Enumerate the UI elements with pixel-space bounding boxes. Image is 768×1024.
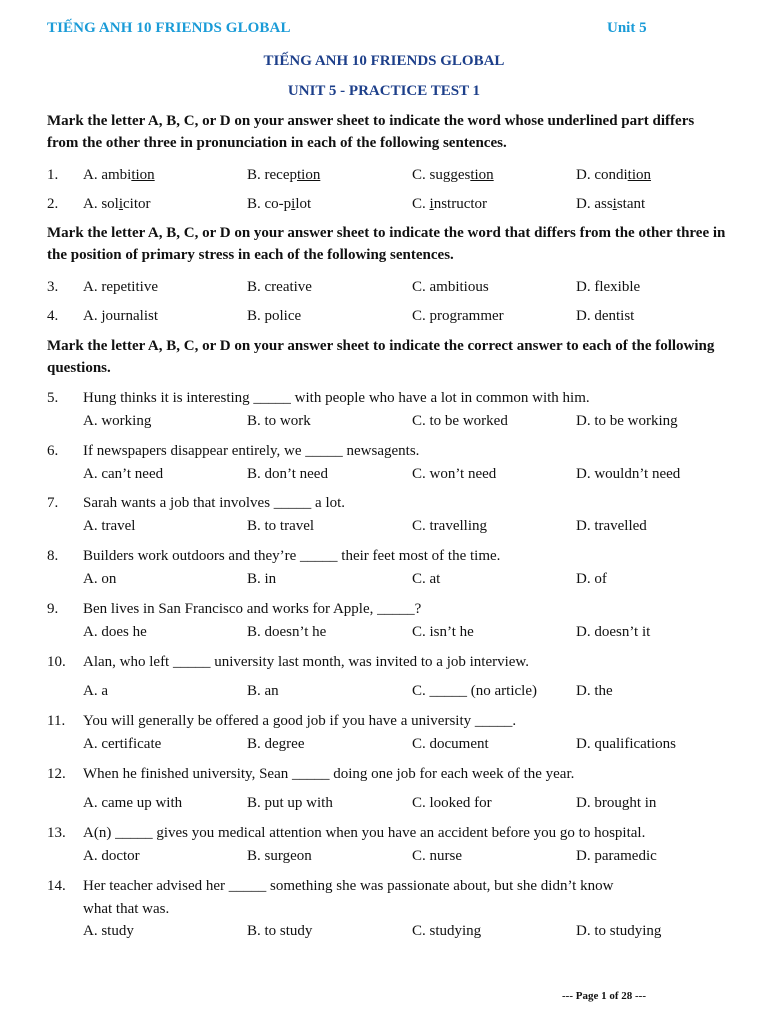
option-c: C. travelling bbox=[412, 518, 487, 534]
options-row bbox=[47, 164, 737, 186]
option-b: B. don’t need bbox=[247, 466, 328, 482]
option-d: D. condition bbox=[576, 167, 652, 183]
option-d: D. assistant bbox=[576, 196, 646, 212]
options-row bbox=[47, 792, 737, 814]
option-d: D. wouldn’t need bbox=[576, 466, 681, 482]
option-d: D. travelled bbox=[576, 518, 647, 534]
option-d: D. to be working bbox=[576, 413, 678, 429]
instruction-pronunciation: Mark the letter A, B, C, or D on your answer sheet to indicate the word whose underlined part differs from the other three in pronunciation in each of the following sentences. bbox=[47, 113, 695, 151]
option-a: A. working bbox=[83, 413, 152, 429]
option-a: A. travel bbox=[83, 518, 136, 534]
question-stem-line2: what that was. bbox=[83, 901, 170, 917]
page-footer: --- Page 1 of 28 --- bbox=[562, 990, 646, 1002]
options-row bbox=[47, 305, 737, 327]
question-number: 11. bbox=[47, 713, 66, 729]
option-a: A. on bbox=[83, 571, 117, 587]
option-b: B. put up with bbox=[247, 795, 333, 811]
option-b: B. surgeon bbox=[247, 848, 312, 864]
option-b: B. to travel bbox=[247, 518, 315, 534]
option-d: D. to studying bbox=[576, 923, 662, 939]
question-number: 9. bbox=[47, 601, 59, 617]
question-stem: Hung thinks it is interesting _____ with people who have a lot in common with him. bbox=[83, 390, 590, 406]
option-a: A. journalist bbox=[83, 308, 158, 324]
option-a: A. came up with bbox=[83, 795, 183, 811]
question-number: 8. bbox=[47, 548, 59, 564]
instruction-grammar: Mark the letter A, B, C, or D on your answer sheet to indicate the correct answer to each of the following questions. bbox=[47, 338, 715, 376]
question-stem: If newspapers disappear entirely, we _____ newsagents. bbox=[83, 443, 420, 459]
option-a: A. ambition bbox=[83, 167, 155, 183]
option-a: A. doctor bbox=[83, 848, 140, 864]
options-row bbox=[47, 463, 737, 485]
options-row bbox=[47, 621, 737, 643]
options-row bbox=[47, 733, 737, 755]
question-stem-line1: Her teacher advised her _____ something she was passionate about, but she didn’t know bbox=[83, 878, 614, 894]
question-stem: Alan, who left _____ university last month, was invited to a job interview. bbox=[83, 654, 530, 670]
running-header-unit: Unit 5 bbox=[607, 20, 647, 36]
option-c: C. isn’t he bbox=[412, 624, 474, 640]
options-row bbox=[47, 410, 737, 432]
option-c: C. instructor bbox=[412, 196, 488, 212]
option-a: A. does he bbox=[83, 624, 147, 640]
question-stem: Builders work outdoors and they’re _____ their feet most of the time. bbox=[83, 548, 501, 564]
instruction-stress: Mark the letter A, B, C, or D on your answer sheet to indicate the word that differs from the other three in the position of primary stress in each of the following sentences. bbox=[47, 225, 726, 263]
question-number: 2. bbox=[47, 196, 59, 212]
option-a: A. can’t need bbox=[83, 466, 164, 482]
option-c: C. studying bbox=[412, 923, 482, 939]
option-c: C. looked for bbox=[412, 795, 492, 811]
question-number: 14. bbox=[47, 878, 66, 894]
options-row bbox=[47, 193, 737, 215]
question-number: 1. bbox=[47, 167, 59, 183]
option-d: D. dentist bbox=[576, 308, 635, 324]
option-b: B. degree bbox=[247, 736, 305, 752]
option-b: B. reception bbox=[247, 167, 321, 183]
question-stem: A(n) _____ gives you medical attention when you have an accident before you go to hospital. bbox=[83, 825, 646, 841]
question-stem: Sarah wants a job that involves _____ a lot. bbox=[83, 495, 346, 511]
question-number: 13. bbox=[47, 825, 66, 841]
question-number: 10. bbox=[47, 654, 66, 670]
option-a: A. a bbox=[83, 683, 108, 699]
option-c: C. ambitious bbox=[412, 279, 489, 295]
option-c: C. document bbox=[412, 736, 489, 752]
document-subtitle: UNIT 5 - PRACTICE TEST 1 bbox=[287, 83, 481, 99]
question-number: 5. bbox=[47, 390, 59, 406]
option-c: C. _____ (no article) bbox=[412, 683, 537, 699]
options-row bbox=[47, 568, 737, 590]
option-b: B. to study bbox=[247, 923, 313, 939]
question-stem: Ben lives in San Francisco and works for Apple, _____? bbox=[83, 601, 422, 617]
options-row bbox=[47, 515, 737, 537]
option-d: D. brought in bbox=[576, 795, 657, 811]
question-number: 6. bbox=[47, 443, 59, 459]
options-row bbox=[47, 276, 737, 298]
options-row bbox=[47, 920, 737, 942]
document-title: TIẾNG ANH 10 FRIENDS GLOBAL bbox=[263, 53, 505, 69]
question-stem: When he finished university, Sean _____ doing one job for each week of the year. bbox=[83, 766, 575, 782]
options-row bbox=[47, 680, 737, 702]
option-b: B. police bbox=[247, 308, 302, 324]
option-b: B. to work bbox=[247, 413, 311, 429]
option-a: A. study bbox=[83, 923, 134, 939]
question-number: 12. bbox=[47, 766, 66, 782]
option-d: D. paramedic bbox=[576, 848, 657, 864]
option-c: C. suggestion bbox=[412, 167, 494, 183]
option-d: D. qualifications bbox=[576, 736, 676, 752]
option-b: B. co-pilot bbox=[247, 196, 312, 212]
option-c: C. won’t need bbox=[412, 466, 497, 482]
option-b: B. doesn’t he bbox=[247, 624, 327, 640]
option-d: D. the bbox=[576, 683, 613, 699]
option-d: D. flexible bbox=[576, 279, 641, 295]
question-number: 3. bbox=[47, 279, 59, 295]
question-number: 4. bbox=[47, 308, 59, 324]
option-b: B. creative bbox=[247, 279, 312, 295]
running-header-title: TIẾNG ANH 10 FRIENDS GLOBAL bbox=[47, 20, 291, 36]
option-c: C. at bbox=[412, 571, 441, 587]
question-number: 7. bbox=[47, 495, 59, 511]
option-c: C. programmer bbox=[412, 308, 504, 324]
options-row bbox=[47, 845, 737, 867]
option-b: B. an bbox=[247, 683, 279, 699]
option-c: C. nurse bbox=[412, 848, 462, 864]
option-c: C. to be worked bbox=[412, 413, 508, 429]
option-b: B. in bbox=[247, 571, 277, 587]
option-a: A. certificate bbox=[83, 736, 162, 752]
question-stem: You will generally be offered a good job if you have a university _____. bbox=[83, 713, 517, 729]
option-a: A. solicitor bbox=[83, 196, 151, 212]
option-a: A. repetitive bbox=[83, 279, 158, 295]
option-d: D. of bbox=[576, 571, 607, 587]
option-d: D. doesn’t it bbox=[576, 624, 651, 640]
